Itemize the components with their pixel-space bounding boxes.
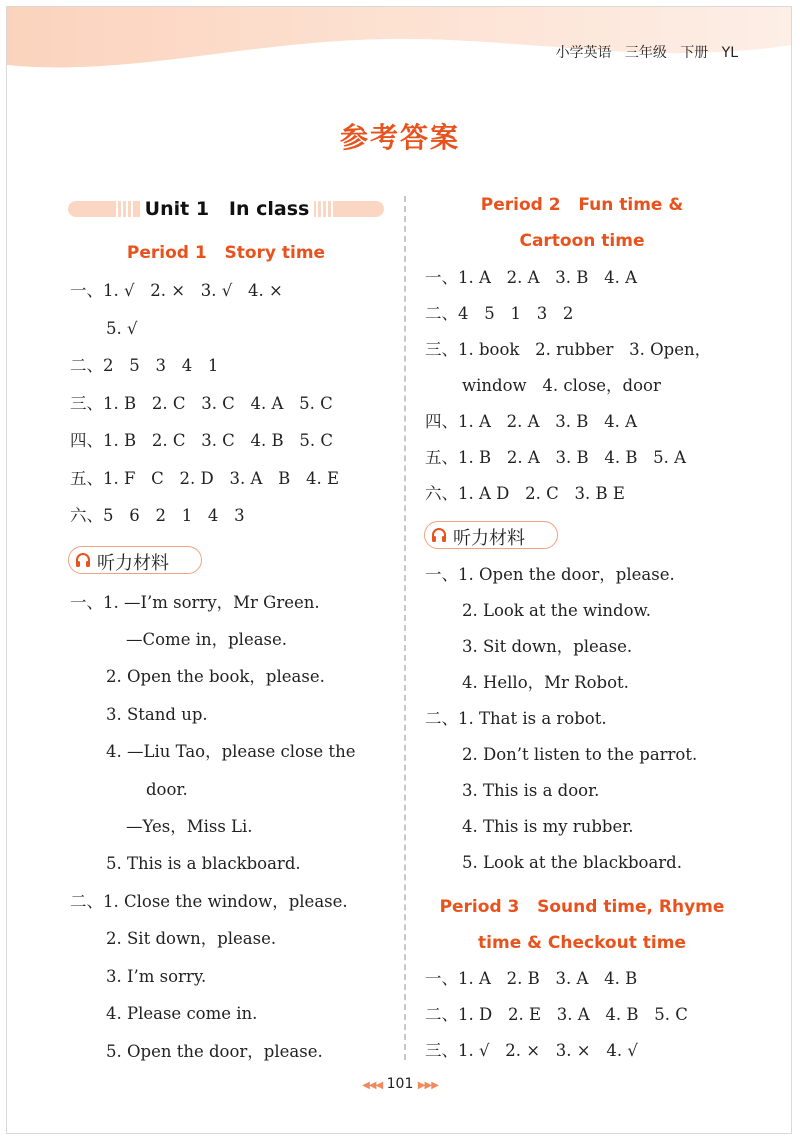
transcript-line: 2. Look at the window.	[462, 601, 651, 620]
transcript-line: 5. Look at the blackboard.	[462, 853, 682, 872]
header-edition: YL	[721, 45, 738, 61]
transcript-line: —Yes，Miss Li.	[126, 817, 253, 836]
answer-line: 六、5 6 2 1 4 3	[70, 506, 245, 525]
header-subject: 小学英语	[555, 45, 612, 61]
transcript-line: 一、1. Open the door，please.	[425, 565, 675, 584]
transcript-line: 2. Don’t listen to the parrot.	[462, 745, 698, 764]
transcript-line: 3. I’m sorry.	[106, 967, 207, 986]
answer-line: 二、1. D 2. E 3. A 4. B 5. C	[425, 1005, 688, 1024]
headphone-icon	[75, 552, 91, 568]
transcript-line: 3. Stand up.	[106, 705, 208, 724]
unit-name: In class	[228, 198, 310, 220]
page-title: 参考答案	[339, 121, 460, 154]
answer-line: 四、1. B 2. C 3. C 4. B 5. C	[70, 431, 334, 450]
listening-material-tag	[424, 521, 558, 549]
answer-line: 五、1. B 2. A 3. B 4. B 5. A	[425, 448, 687, 467]
answer-line: 五、1. F C 2. D 3. A B 4. E	[70, 469, 340, 488]
listening-material-label: 听力材料	[97, 553, 169, 574]
transcript-line: 二、1. That is a robot.	[425, 709, 607, 728]
listening-material-tag	[68, 546, 202, 574]
banner-stripes-right	[316, 201, 336, 217]
transcript-line: 4. This is my rubber.	[462, 817, 634, 836]
answer-line: 六、1. A D 2. C 3. B E	[425, 484, 625, 503]
answer-line: 二、2 5 3 4 1	[70, 356, 219, 375]
transcript-line: 3. Sit down，please.	[462, 637, 633, 656]
transcript-line: 3. This is a door.	[462, 781, 600, 800]
answer-line: 二、4 5 1 3 2	[425, 304, 574, 323]
answer-line: 一、1. √ 2. × 3. √ 4. ×	[70, 281, 283, 300]
answer-line: 5. √	[106, 319, 138, 338]
transcript-line: 二、1. Close the window，please.	[70, 892, 348, 911]
answer-line: 三、1. √ 2. × 3. × 4. √	[425, 1041, 638, 1060]
period-2-heading-cont: Cartoon time	[519, 231, 645, 251]
period-2-heading: Period 2 Fun time &	[480, 195, 684, 215]
transcript-line: —Come in，please.	[126, 630, 288, 649]
arrow-right-icon: ▶▶▶	[417, 1080, 438, 1091]
headphone-icon	[431, 527, 447, 543]
banner-stripes-left	[116, 201, 136, 217]
period-3-heading-cont: time & Checkout time	[478, 933, 686, 953]
transcript-line: 一、1. —I’m sorry，Mr Green.	[70, 593, 320, 612]
transcript-line: 2. Open the book，please.	[106, 667, 325, 686]
page-number: 101	[386, 1076, 414, 1092]
header-volume: 下册	[680, 45, 709, 61]
answer-line: window 4. close，door	[462, 376, 661, 395]
header-grade: 三年级	[624, 45, 667, 61]
answer-line: 三、1. book 2. rubber 3. Open，	[425, 340, 712, 359]
transcript-line: 2. Sit down，please.	[106, 929, 277, 948]
transcript-line: door.	[146, 780, 188, 799]
unit-title	[140, 195, 314, 223]
period-1-heading: Period 1 Story time	[126, 243, 326, 263]
unit-label: Unit 1	[144, 198, 210, 220]
answer-line: 三、1. B 2. C 3. C 4. A 5. C	[70, 394, 333, 413]
transcript-line: 5. This is a blackboard.	[106, 854, 301, 873]
column-divider	[404, 196, 406, 1060]
answer-line: 一、1. A 2. A 3. B 4. A	[425, 268, 638, 287]
page-footer	[0, 1076, 800, 1092]
transcript-line: 5. Open the door，please.	[106, 1042, 323, 1061]
answer-line: 一、1. A 2. B 3. A 4. B	[425, 969, 638, 988]
answer-line: 四、1. A 2. A 3. B 4. A	[425, 412, 638, 431]
unit-banner	[68, 196, 384, 222]
arrow-left-icon: ◀◀◀	[362, 1080, 383, 1091]
listening-material-label: 听力材料	[453, 528, 525, 549]
transcript-line: 4. Hello，Mr Robot.	[462, 673, 629, 692]
transcript-line: 4. —Liu Tao，please close the	[106, 742, 356, 761]
transcript-line: 4. Please come in.	[106, 1004, 258, 1023]
period-3-heading: Period 3 Sound time, Rhyme	[439, 897, 725, 917]
header-info	[556, 42, 738, 62]
